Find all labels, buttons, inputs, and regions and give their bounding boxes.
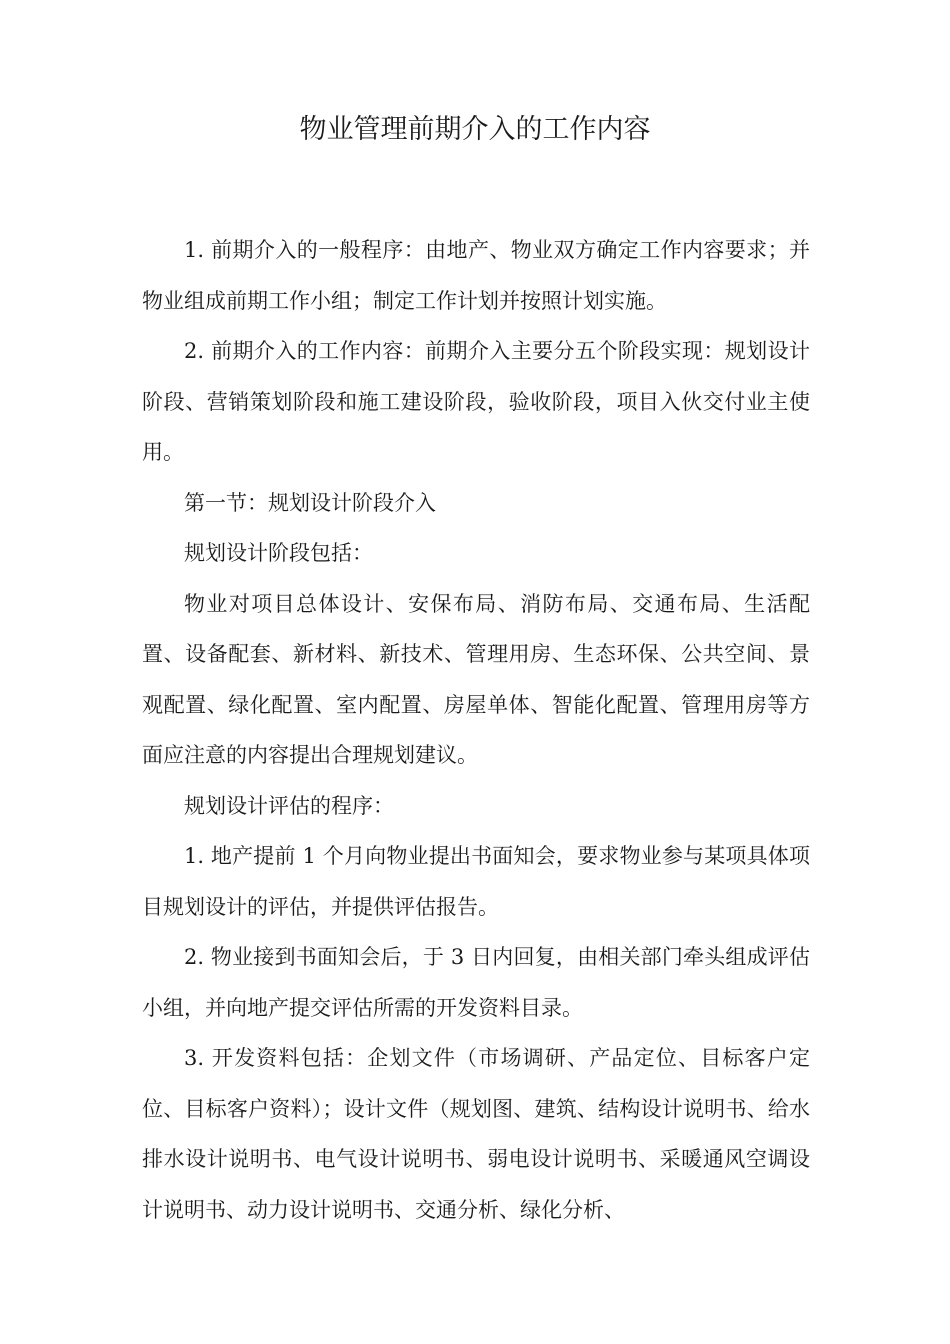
document-title: 物业管理前期介入的工作内容 xyxy=(299,114,651,145)
paragraph: 物业对项目总体设计、安保布局、消防布局、交通布局、生活配置、设备配套、新材料、新技术、管理用房、生态环保、公共空间、景观配置、绿化配置、室内配置、房屋单体、智能化配置、管理用房等方面应注意的内容提出合理规划建议。 xyxy=(142,591,810,767)
paragraph: 规划设计阶段包括： xyxy=(184,541,373,565)
paragraph: 3. 开发资料包括：企划文件（市场调研、产品定位、目标客户定位、目标客户资料）；设计文件（规划图、建筑、结构设计说明书、给水排水设计说明书、电气设计说明书、弱电设计说明书、采暖通风空调设计说明书、动力设计说明书、交通分析、绿化分析、 xyxy=(142,1046,810,1222)
paragraph: 2. 前期介入的工作内容：前期介入主要分五个阶段实现：规划设计阶段、营销策划阶段和施工建设阶段，验收阶段，项目入伙交付业主使用。 xyxy=(142,339,810,464)
paragraph: 规划设计评估的程序： xyxy=(184,793,394,818)
document-body xyxy=(142,225,810,1235)
paragraph: 2. 物业接到书面知会后，于 3 日内回复，由相关部门牵头组成评估小组，并向地产提交评估所需的开发资料目录。 xyxy=(142,945,810,1020)
paragraph: 1. 前期介入的一般程序：由地产、物业双方确定工作内容要求；并物业组成前期工作小组；制定工作计划并按照计划实施。 xyxy=(142,238,810,313)
section-heading: 第一节：规划设计阶段介入 xyxy=(184,490,436,515)
paragraph: 1. 地产提前 1 个月向物业提出书面知会，要求物业参与某项具体项目规划设计的评估，并提供评估报告。 xyxy=(142,844,810,919)
